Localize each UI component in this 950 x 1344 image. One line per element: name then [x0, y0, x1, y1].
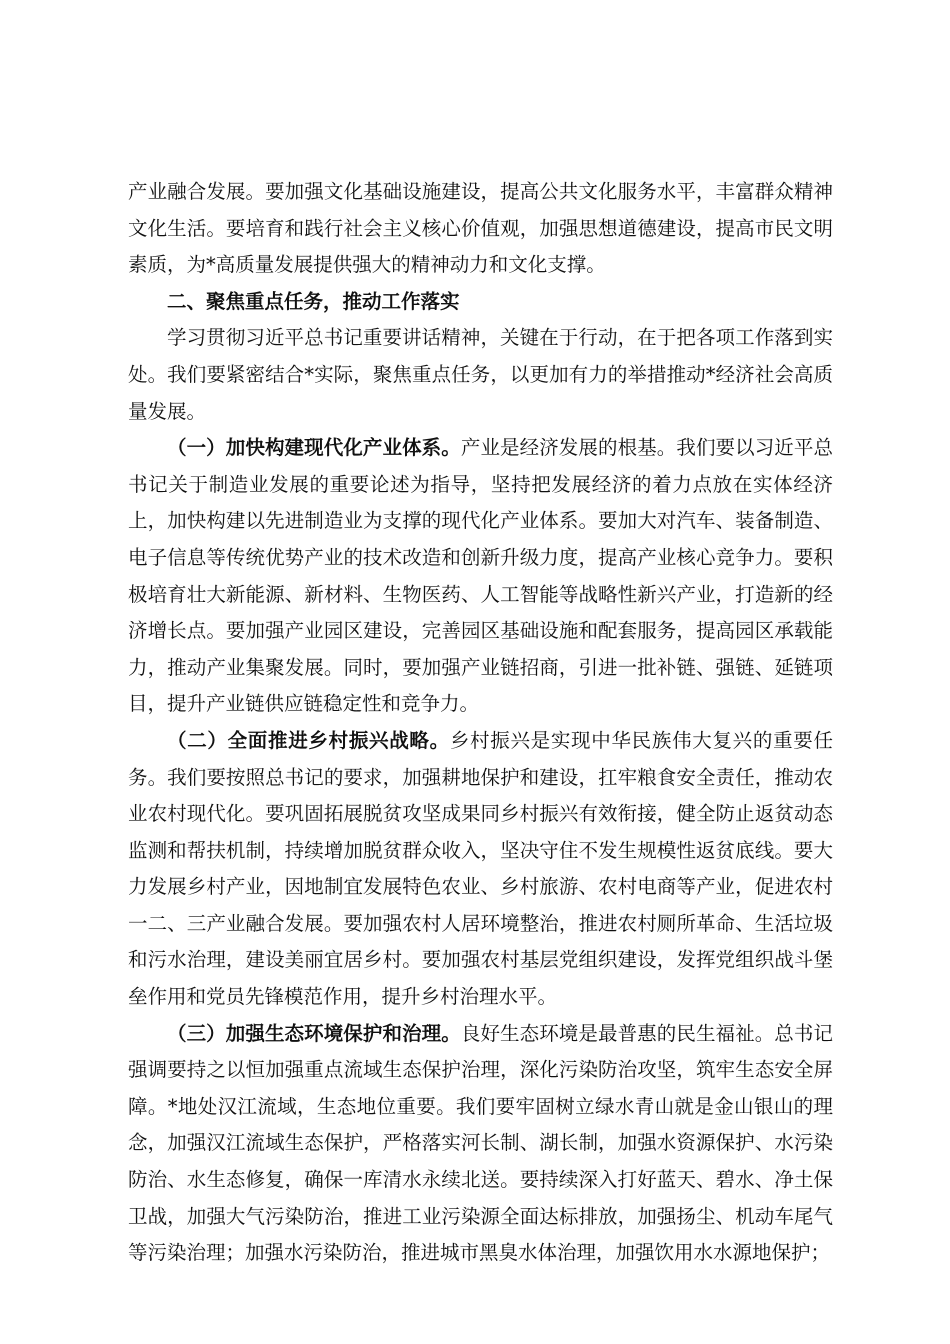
section-heading-text: 二、聚焦重点任务，推动工作落实 [167, 289, 460, 313]
subsection-lead: （一）加快构建现代化产业体系。 [167, 436, 461, 460]
paragraph-intro [128, 320, 833, 430]
section-heading [128, 284, 833, 321]
paragraph-text: 产业融合发展。要加强文化基础设施建设，提高公共文化服务水平，丰富群众精神文化生活。要培育和践行社会主义核心价值观，加强思想道德建设，提高市民文明素质，为*高质量发展提供强大的精神动力和文化支撑。 [128, 180, 833, 277]
document-body [128, 174, 833, 1272]
subsection-lead: （二）全面推进乡村振兴战略。 [167, 728, 450, 752]
paragraph-industry [128, 430, 833, 723]
paragraph-text: 产业是经济发展的根基。我们要以习近平总书记关于制造业发展的重要论述为指导，坚持把发展经济的着力点放在实体经济上，加快构建以先进制造业为支撑的现代化产业体系。要加大对汽车、装备制造、电子信息等传统优势产业的技术改造和创新升级力度，提高产业核心竞争力。要积极培育壮大新能源、新材料、生物医药、人工智能等战略性新兴产业，打造新的经济增长点。要加强产业园区建设，完善园区基础设施和配套服务，提高园区承载能力，推动产业集聚发展。同时，要加强产业链招商，引进一批补链、强链、延链项目，提升产业链供应链稳定性和竞争力。 [128, 436, 833, 716]
paragraph-text: 乡村振兴是实现中华民族伟大复兴的重要任务。我们要按照总书记的要求，加强耕地保护和建设，扛牢粮食安全责任，推动农业农村现代化。要巩固拓展脱贫攻坚成果同乡村振兴有效衔接，健全防止返贫动态监测和帮扶机制，持续增加脱贫群众收入，坚决守住不发生规模性返贫底线。要大力发展乡村产业，因地制宜发展特色农业、乡村旅游、农村电商等产业，促进农村一二、三产业融合发展。要加强农村人居环境整治，推进农村厕所革命、生活垃圾和污水治理，建设美丽宜居乡村。要加强农村基层党组织建设，发挥党组织战斗堡垒作用和党员先锋模范作用，提升乡村治理水平。 [128, 728, 833, 1009]
paragraph-rural [128, 723, 833, 1016]
paragraph-ecology [128, 1016, 833, 1272]
paragraph-continued [128, 174, 833, 284]
paragraph-text: 良好生态环境是最普惠的民生福祉。总书记强调要持之以恒加强重点流域生态保护治理，深化污染防治攻坚，筑牢生态安全屏障。*地处汉江流域，生态地位重要。我们要牢固树立绿水青山就是金山银山的理念，加强汉江流域生态保护，严格落实河长制、湖长制，加强水资源保护、水污染防治、水生态修复，确保一库清水永续北送。要持续深入打好蓝天、碧水、净土保卫战，加强大气污染防治，推进工业污染源全面达标排放，加强扬尘、机动车尾气等污染治理；加强水污染防治，推进城市黑臭水体治理，加强饮用水水源地保护； [128, 1021, 833, 1265]
subsection-lead: （三）加强生态环境保护和治理。 [167, 1021, 461, 1045]
paragraph-text: 学习贯彻习近平总书记重要讲话精神，关键在于行动，在于把各项工作落到实处。我们要紧密结合*实际，聚焦重点任务，以更加有力的举措推动*经济社会高质量发展。 [128, 326, 833, 423]
